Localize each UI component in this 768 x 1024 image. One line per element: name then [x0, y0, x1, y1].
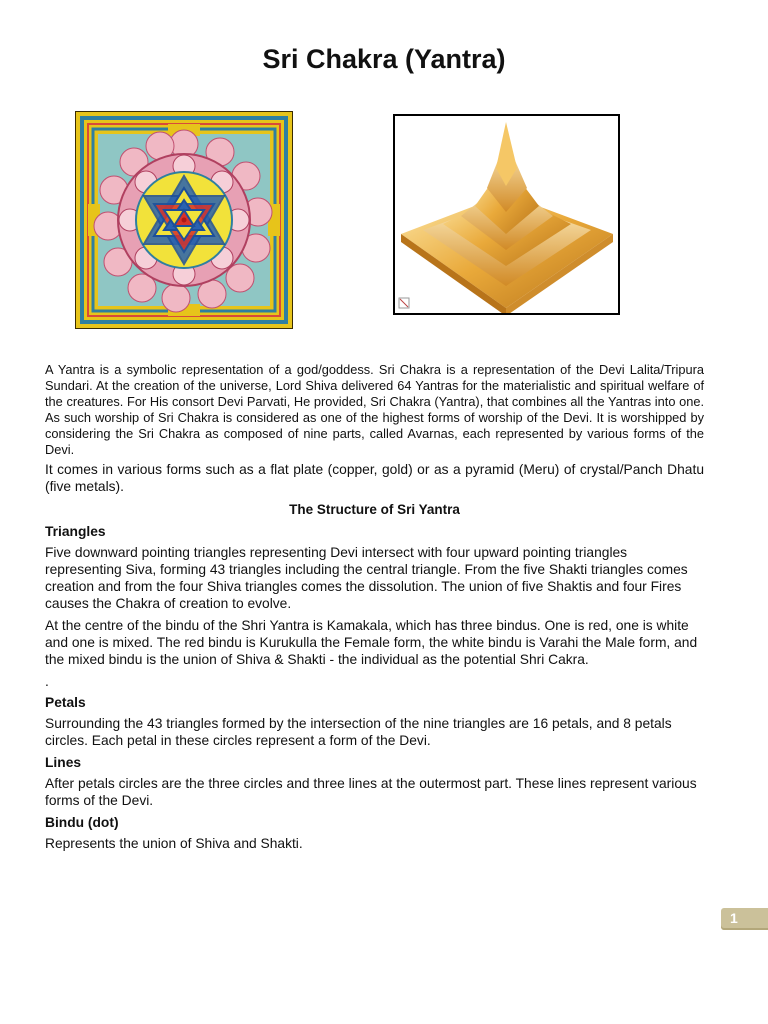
bindu-paragraph: Represents the union of Shiva and Shakti. [45, 836, 303, 851]
meru-pyramid-image [393, 114, 620, 315]
forms-paragraph: It comes in various forms such as a flat plate (copper, gold) or as a pyramid (Meru) of crystal/Panch Dhatu (five metals). [45, 462, 704, 494]
sri-yantra-image [75, 111, 293, 329]
bindu-heading: Bindu (dot) [45, 815, 119, 830]
lines-heading: Lines [45, 755, 82, 770]
meru-pyramid-drawing [395, 116, 618, 313]
intro-paragraph: A Yantra is a symbolic representation of a god/goddess. Sri Chakra is a representation of the Devi Lalita/Tripura Sundari. At the creation of the universe, Lord Shiva delivered 64 Yantras for the materialistic and spiritual welfare of the creatures. For His consort Devi Parvati, He provided, Sri Chakra (Yantra), that combines all the Yantras into one. As such worship of Sri Chakra is considered as one of the highest forms of worship of the Devi. It is worshipped by considering the Sri Chakra as composed of nine parts, called Avarnas, each represented by various forms of the Devi. [45, 362, 704, 457]
stray-dot: . [45, 674, 49, 689]
triangles-heading: Triangles [45, 524, 106, 539]
petals-paragraph: Surrounding the 43 triangles formed by the intersection of the nine triangles are 16 petals, and 8 petals circles. Each petal in these circles represent a form of the Devi. [45, 716, 672, 748]
triangles-paragraph-1: Five downward pointing triangles representing Devi intersect with four upward pointing triangles representing Siva, forming 43 triangles including the central triangle. From the five Shakti triangles comes creation and from the four Shiva triangles comes the dissolution. The union of five Shaktis and four Fires causes the Chakra of creation to evolve. [45, 545, 688, 611]
lines-paragraph: After petals circles are the three circles and three lines at the outermost part. These lines represent various forms of the Devi. [45, 776, 697, 808]
page-title: Sri Chakra (Yantra) [262, 44, 506, 74]
triangles-paragraph-2: At the centre of the bindu of the Shri Yantra is Kamakala, which has three bindus. One is red, one is white and one is mixed. The red bindu is Kurukulla the Female form, the white bindu is Varahi the Male form, and the mixed bindu is the union of Shiva & Shakti - the individual as the potential Shri Cakra. [45, 618, 698, 667]
structure-heading: The Structure of Sri Yantra [289, 502, 460, 517]
document-body [45, 362, 704, 857]
page-number-badge [721, 908, 768, 930]
petals-heading: Petals [45, 695, 86, 710]
page-number: 1 [730, 910, 738, 926]
sri-yantra-drawing [76, 112, 292, 328]
